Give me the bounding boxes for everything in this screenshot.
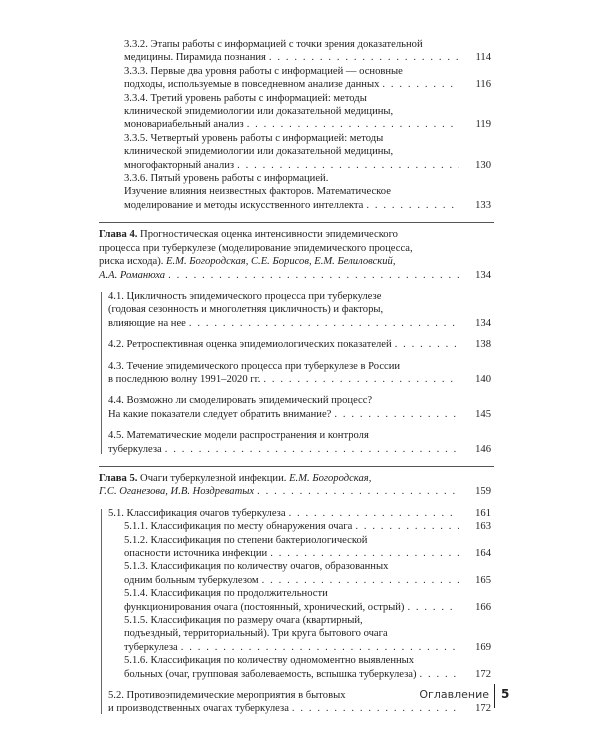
toc-page-number: 116	[462, 78, 491, 91]
toc-entry-text: 5.1.1. Классификация по месту обнаружения очага	[124, 521, 353, 533]
toc-entry-3-3-2[interactable]	[0, 38, 600, 65]
toc-entry-text: клинической эпидемиологии или доказательной медицины,	[124, 146, 394, 158]
toc-entry-text: 3.3.6. Пятый уровень работы с информацией.	[124, 173, 329, 185]
dot-leader	[263, 373, 459, 386]
toc-chapter-4[interactable]	[0, 222, 600, 282]
toc-entry-text: 5.1.5. Классификация по размеру очага (квартирный,	[124, 615, 363, 627]
toc-entry-5-1-5[interactable]	[0, 614, 600, 654]
chapter-4-sections	[0, 290, 600, 456]
dot-leader	[382, 78, 459, 91]
toc-page-number: 161	[462, 507, 491, 520]
footer-divider	[494, 684, 495, 708]
toc-entry-text: и производственных очагах туберкулеза	[108, 703, 289, 715]
page-footer	[0, 684, 600, 710]
dot-leader	[189, 317, 459, 330]
toc-page-number: 169	[462, 641, 491, 654]
toc-entry-text: 4.4. Возможно ли смоделировать эпидемический процесс?	[108, 395, 373, 407]
toc-page-number: 145	[462, 408, 491, 421]
table-of-contents	[0, 38, 600, 716]
toc-entry-text: 4.2. Ретроспективная оценка эпидемиологических показателей	[108, 339, 392, 351]
toc-page-number: 140	[462, 373, 491, 386]
toc-entry-text: 4.1. Цикличность эпидемического процесса при туберкулезе	[108, 290, 382, 302]
dot-leader	[270, 547, 459, 560]
toc-entry-text: 5.1.6. Классификация по количеству одномоментно выявленных	[124, 655, 415, 667]
dot-leader	[257, 485, 459, 498]
dot-leader	[262, 574, 459, 587]
toc-page-number: 130	[462, 159, 491, 172]
toc-entry-text: (годовая сезонность и многолетняя цикличность) и факторы,	[108, 304, 384, 316]
toc-entry-4-2[interactable]	[0, 338, 600, 351]
toc-entry-text: 4.3. Течение эпидемического процесса при туберкулезе в России	[108, 360, 401, 372]
dot-leader	[168, 269, 459, 282]
toc-entry-text: опасности источника инфекции	[124, 548, 268, 559]
toc-page-number: 119	[462, 118, 491, 131]
toc-entry-text: туберкулеза	[124, 641, 178, 653]
toc-entry-5-1-2[interactable]	[0, 534, 600, 561]
toc-page-number: 114	[462, 51, 491, 64]
chapter-title: риска исхода).	[99, 256, 167, 268]
dot-leader	[165, 443, 459, 456]
toc-entry-5-1-4[interactable]	[0, 587, 600, 614]
dot-leader	[420, 668, 459, 681]
toc-entry-text: в последнюю волну 1991–2020 гг.	[108, 373, 261, 385]
dot-leader	[366, 199, 459, 212]
toc-entry-4-1[interactable]	[0, 290, 600, 330]
chapter-authors: А.А. Романюха	[99, 269, 166, 281]
chapter-label: Глава 5.	[99, 472, 138, 484]
chapter-title: Прогностическая оценка интенсивности эпидемического	[137, 229, 398, 241]
toc-entry-text: 5.1.4. Классификация по продолжительности	[124, 588, 328, 600]
toc-entry-5-1-3[interactable]	[0, 560, 600, 587]
toc-entry-text: функционирования очага (постоянный, хронический, острый)	[124, 601, 405, 613]
toc-entry-text: 3.3.5. Четвертый уровень работы с информацией: методы	[124, 132, 384, 144]
chapter-label: Глава 4.	[99, 229, 138, 241]
toc-entry-5-1-1[interactable]	[0, 520, 600, 533]
toc-page-number: 172	[462, 702, 491, 715]
toc-entry-5-1-6[interactable]	[0, 654, 600, 681]
toc-entry-3-3-5[interactable]	[0, 132, 600, 172]
page-number: 5	[501, 687, 510, 701]
toc-entry-5-1[interactable]	[0, 507, 600, 520]
toc-entry-text: 5.1.3. Классификация по количеству очагов, образованных	[124, 561, 389, 573]
dot-leader	[237, 159, 459, 172]
toc-page-number: 163	[462, 520, 491, 533]
chapter-title: Очаги туберкулезной инфекции.	[137, 472, 290, 484]
dot-leader	[334, 408, 459, 421]
toc-entry-text: больных (очаг, групповая заболеваемость, вспышка туберкулеза)	[124, 668, 417, 680]
toc-entry-text: 3.3.2. Этапы работы с информацией с точки зрения доказательной	[124, 39, 423, 50]
chapter-title: процесса при туберкулезе (моделирование эпидемического процесса,	[99, 242, 413, 254]
toc-entry-3-3-3[interactable]	[0, 65, 600, 92]
toc-entry-4-5[interactable]	[0, 429, 600, 456]
toc-entry-4-4[interactable]	[0, 394, 600, 421]
toc-entry-text: На какие показатели следует обратить внимание?	[108, 408, 332, 420]
dot-leader	[269, 51, 459, 64]
dot-leader	[355, 520, 459, 533]
dot-leader	[289, 507, 459, 520]
toc-entry-text: туберкулеза	[108, 443, 162, 455]
toc-entry-text: 3.3.4. Третий уровень работы с информацией: методы	[124, 92, 367, 104]
toc-page-number: 159	[462, 485, 491, 498]
toc-page-number: 166	[462, 601, 491, 614]
toc-page-number: 138	[462, 338, 491, 351]
toc-page-number: 134	[462, 269, 491, 282]
dot-leader	[407, 601, 459, 614]
toc-page-number: 164	[462, 547, 491, 560]
toc-entry-text: 4.5. Математические модели распространения и контроля	[108, 430, 369, 442]
toc-entry-text: одним больным туберкулезом	[124, 574, 259, 586]
toc-page-number: 134	[462, 317, 491, 330]
toc-entry-text: 3.3.3. Первые два уровня работы с информацией — основные	[124, 65, 403, 77]
chapter-authors: Г.С. Оганезова, И.В. Ноздреватых	[99, 486, 255, 498]
toc-entry-text: 5.1. Классификация очагов туберкулеза	[108, 507, 286, 519]
toc-entry-text: 5.2. Противоэпидемические мероприятия в бытовых	[108, 690, 346, 702]
toc-entry-4-3[interactable]	[0, 360, 600, 387]
dot-leader	[181, 641, 459, 654]
toc-entry-text: 5.1.2. Классификация по степени бактериологической	[124, 534, 368, 546]
toc-entry-3-3-4[interactable]	[0, 92, 600, 132]
toc-entry-text: клинической эпидемиологии или доказательной медицины,	[124, 106, 394, 118]
dot-leader	[247, 118, 459, 131]
toc-entry-text: влияющие на нее	[108, 317, 186, 329]
toc-entry-text: Изучение влияния неизвестных факторов. Математическое	[124, 186, 391, 198]
toc-entry-3-3-6[interactable]	[0, 172, 600, 212]
toc-page-number: 172	[462, 668, 491, 681]
dot-leader	[395, 338, 459, 351]
toc-chapter-5[interactable]	[0, 466, 600, 499]
chapter-authors: Е.М. Богородская,	[289, 472, 372, 484]
chapter-authors: Е.М. Богородская, С.Е. Борисов, Е.М. Белиловский,	[166, 256, 396, 268]
toc-entry-text: моновариабельный анализ	[124, 119, 244, 131]
toc-page-number: 165	[462, 574, 491, 587]
toc-page-number: 146	[462, 443, 491, 456]
toc-entry-text: медицины. Пирамида познания	[124, 52, 266, 64]
toc-entry-text: многофакторный анализ	[124, 159, 235, 171]
toc-entry-text: моделирование и методы искусственного интеллекта	[124, 199, 364, 211]
toc-page-number: 133	[462, 199, 491, 212]
toc-entry-text: подъездный, территориальный). Три круга бытового очага	[124, 628, 388, 640]
running-section-title: Оглавление	[419, 688, 489, 701]
toc-entry-text: подходы, используемые в повседневном анализе данных	[124, 79, 380, 91]
